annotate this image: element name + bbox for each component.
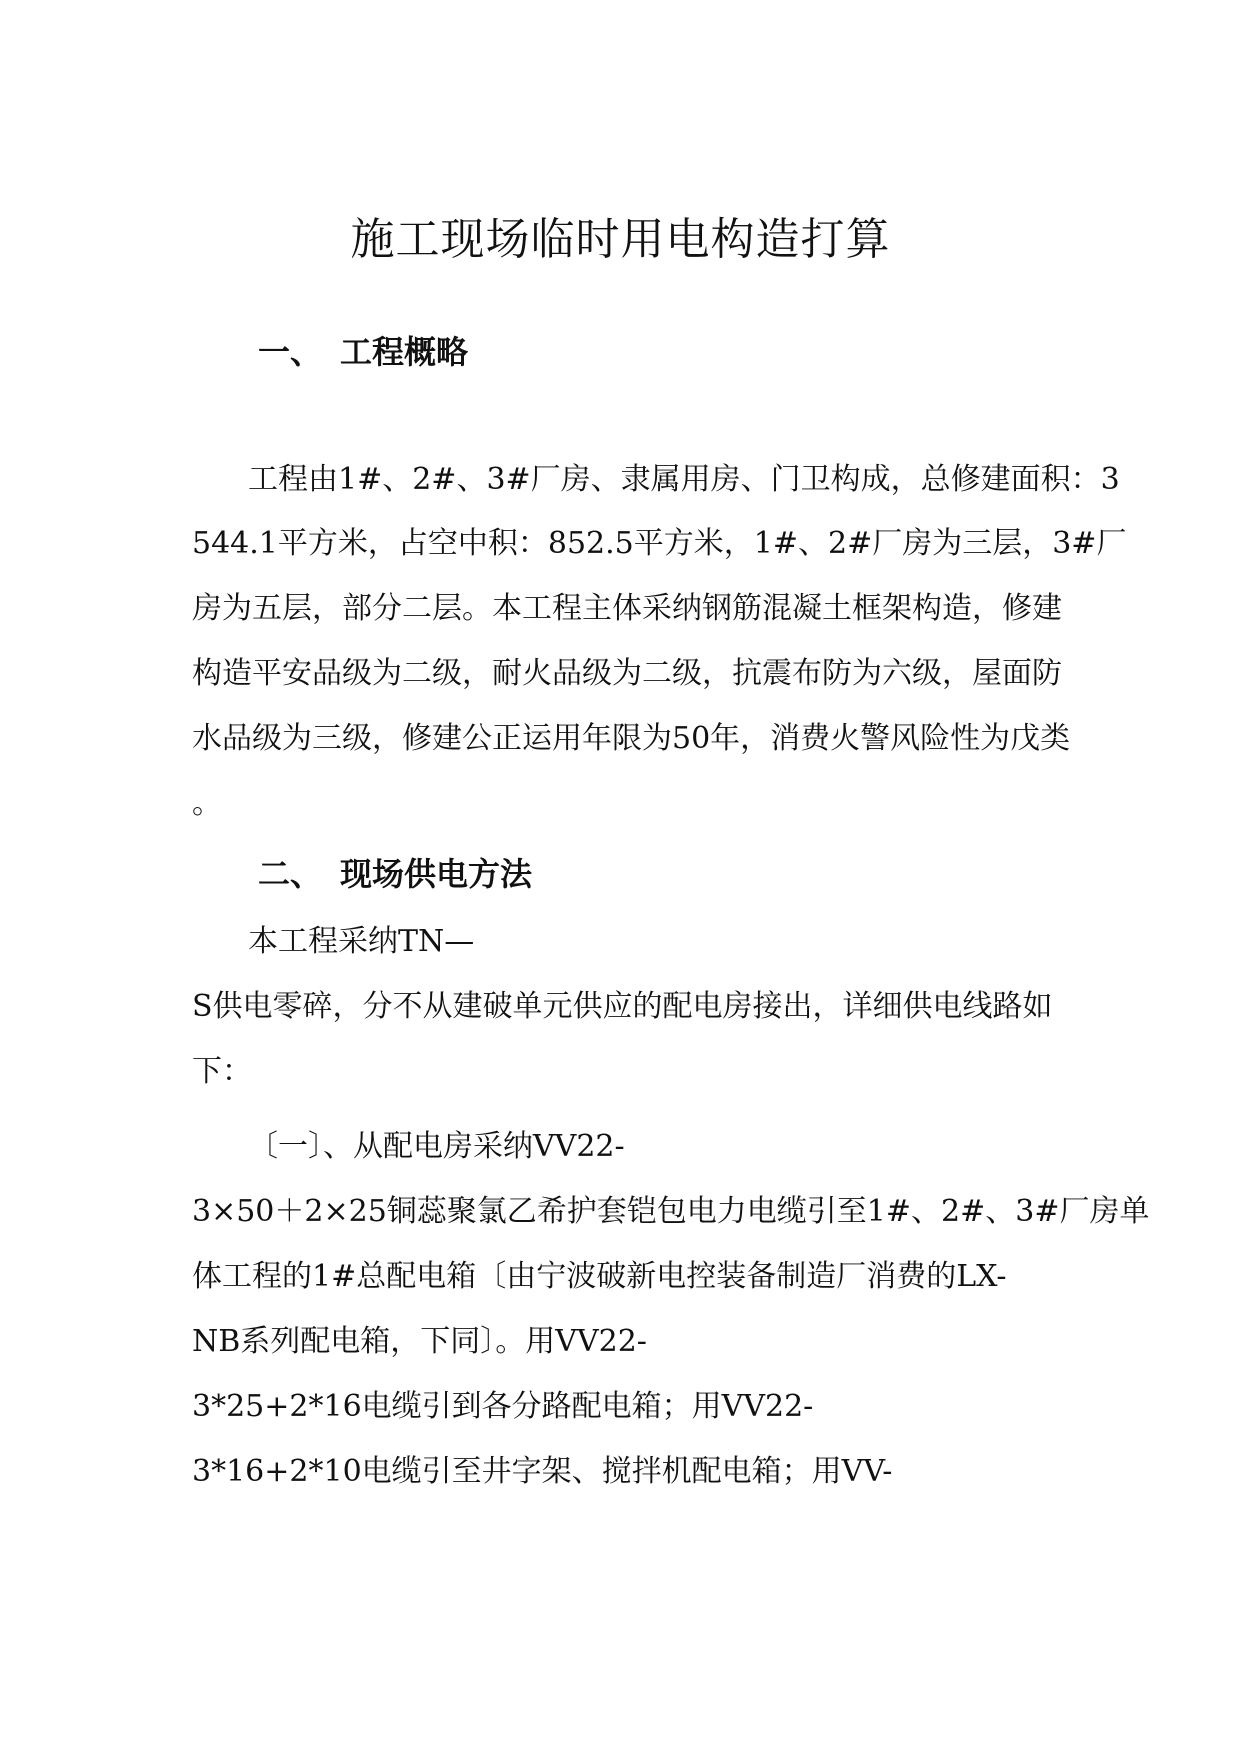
- paragraph-line: 3×50＋2×25铜蕊聚氯乙希护套铠包电力电缆引至1#、2#、3#厂房单: [192, 1194, 1150, 1229]
- section-heading-2: [258, 852, 532, 896]
- paragraph-line: 〔一〕、从配电房采纳VV22-: [248, 1129, 625, 1164]
- paragraph-line: 。: [192, 786, 222, 821]
- paragraph-line: 544.1平方米，占空中积：852.5平方米，1#、2#厂房为三层，3#厂: [192, 526, 1127, 561]
- paragraph-line: 构造平安品级为二级，耐火品级为二级，抗震布防为六级，屋面防: [192, 656, 1062, 691]
- paragraph-line: 3*16+2*10电缆引至井字架、搅拌机配电箱；用VV-: [192, 1454, 893, 1489]
- section-number: 一、: [258, 333, 323, 371]
- section-number: 二、: [258, 855, 323, 893]
- paragraph-line: 3*25+2*16电缆引到各分路配电箱；用VV22-: [192, 1389, 814, 1424]
- paragraph-line: 工程由1#、2#、3#厂房、隶属用房、门卫构成，总修建面积：3: [248, 462, 1120, 497]
- paragraph-line: S供电零碎，分不从建破单元供应的配电房接出，详细供电线路如: [192, 989, 1053, 1024]
- paragraph-line: 本工程采纳TN—: [248, 924, 475, 959]
- paragraph-line: 下：: [192, 1054, 252, 1089]
- section-heading-1: [258, 330, 468, 374]
- section-title: 现场供电方法: [340, 855, 533, 893]
- page-title: 施工现场临时用电构造打算: [350, 214, 891, 265]
- paragraph-line: 房为五层，部分二层。本工程主体采纳钢筋混凝土框架构造，修建: [192, 591, 1062, 626]
- paragraph-line: 体工程的1#总配电箱〔由宁波破新电控装备制造厂消费的LX-: [192, 1259, 1007, 1294]
- paragraph-line: 水品级为三级，修建公正运用年限为50年，消费火警风险性为戊类: [192, 721, 1071, 756]
- section-title: 工程概略: [340, 333, 469, 371]
- paragraph-line: NB系列配电箱，下同〕。用VV22-: [192, 1324, 647, 1359]
